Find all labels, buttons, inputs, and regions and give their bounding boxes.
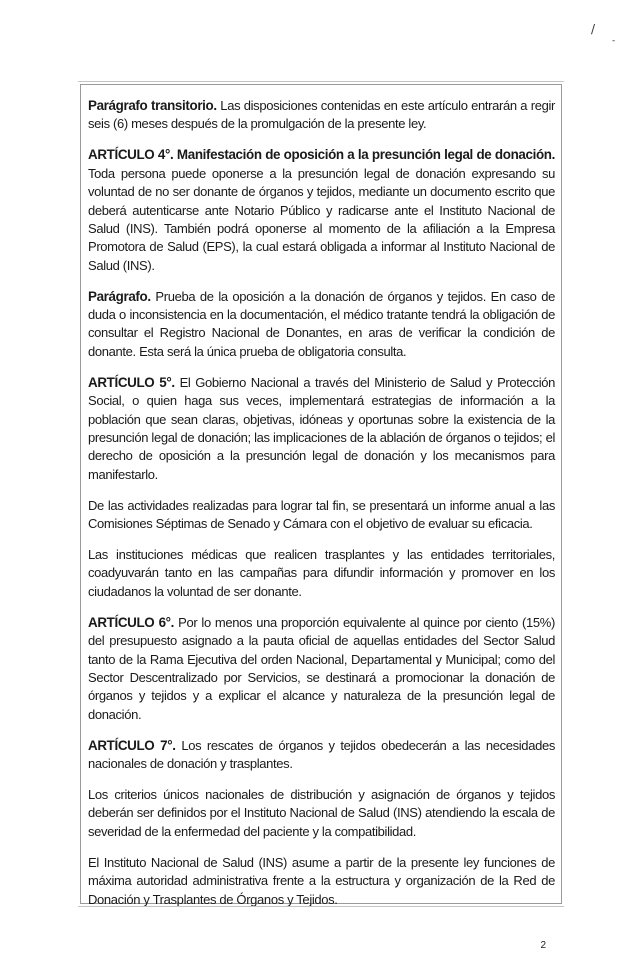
paragraph-articulo-4 — [88, 146, 555, 275]
paragraph-text: Prueba de la oposición a la donación de órganos y tejidos. En caso de duda o inconsistencia en la documentación, el médico tratante tendrá la obligación de consultar el Registro Nacional de Donantes, en aras de verificar la condición de donante. Esta será la única prueba de obligatoria consulta. — [88, 288, 555, 359]
paragraph-text: Por lo menos una proporción equivalente al quince por ciento (15%) del presupuesto asignado a la pauta oficial de aquellas entidades del Sector Salud tanto de la Rama Ejecutiva del orden Nacional, Departamental y Municipal; como del Sector Descentralizado por Servicios, se destinará a promocionar la donación de órganos y tejidos y a explicar el alcance y naturaleza de la presunción legal de donación. — [88, 614, 555, 722]
paragraph-text: Los rescates de órganos y tejidos obedecerán a las necesidades nacionales de donación y trasplantes. — [88, 737, 555, 772]
document-frame — [80, 84, 562, 907]
paragraph-criterios-unicos — [88, 786, 555, 841]
page-number: 2 — [540, 940, 546, 951]
paragraph-articulo-7 — [88, 737, 555, 774]
paragraph-text: Toda persona puede oponerse a la presunción legal de donación expresando su voluntad de no ser donante de órganos y tejidos, mediante un documento escrito que deberá autenticarse ante Notario Público y radicarse ante el Instituto Nacional de Salud (INS). También podrá oponerse al momento de la afiliación a la Empresa Promotora de Salud (EPS), la cual estará obligada a informar al Instituto Nacional de Salud (INS). — [88, 165, 555, 273]
paragraph-articulo-5 — [88, 374, 555, 484]
paragraph-text: Los criterios únicos nacionales de distribución y asignación de órganos y tejidos deberán ser definidos por el Instituto Nacional de Salud (INS) atendiendo la escala de severidad de la enfermedad del paciente y la compatibilidad. — [88, 787, 555, 839]
paragraph-paragrafo — [88, 288, 555, 362]
paragraph-heading: ARTÍCULO 7°. — [88, 737, 176, 753]
paragraph-heading: ARTÍCULO 4°. Manifestación de oposición a la presunción legal de donación. — [88, 147, 555, 163]
paragraph-text: Las instituciones médicas que realicen trasplantes y las entidades territoriales, coadyuvarán tanto en las campañas para difundir información y promover en los ciudadanos la voluntad de ser donante. — [88, 547, 555, 599]
paragraph-ins-autoridad — [88, 854, 555, 909]
paragraph-text: De las actividades realizadas para lograr tal fin, se presentará un informe anual a las Comisiones Séptimas de Senado y Cámara con el objetivo de evaluar su eficacia. — [88, 497, 555, 532]
paragraph-paragrafo-transitorio — [88, 97, 555, 134]
paragraph-heading: Parágrafo. — [88, 288, 151, 304]
scan-mark: / — [591, 22, 596, 36]
paragraph-heading: Parágrafo transitorio. — [88, 98, 217, 113]
paragraph-instituciones-medicas — [88, 546, 555, 601]
paragraph-heading: ARTÍCULO 6°. — [88, 614, 175, 630]
paragraph-text: Las disposiciones contenidas en este artículo entrarán a regir seis (6) meses después de la promulgación de la presente ley. — [88, 98, 555, 132]
scan-mark: - — [612, 36, 616, 46]
paragraph-informe-anual — [88, 497, 555, 534]
paragraph-articulo-6 — [88, 614, 555, 724]
paragraph-heading: ARTÍCULO 5°. — [88, 374, 175, 390]
paragraph-text: El Gobierno Nacional a través del Ministerio de Salud y Protección Social, o quien haga sus veces, implementará estrategias de información a la población que sean claras, objetivas, idóneas y oportunas sobre la existencia de la presunción legal de donación; las implicaciones de la ablación de órganos o tejidos; el derecho de oposición a la presunción legal de donación y los mecanismos para manifestarlo. — [88, 374, 555, 482]
paragraph-text: El Instituto Nacional de Salud (INS) asume a partir de la presente ley funciones de máxima autoridad administrativa frente a la estructura y organización de la Red de Donación y Trasplantes de Órganos y Tejidos. — [88, 854, 555, 907]
